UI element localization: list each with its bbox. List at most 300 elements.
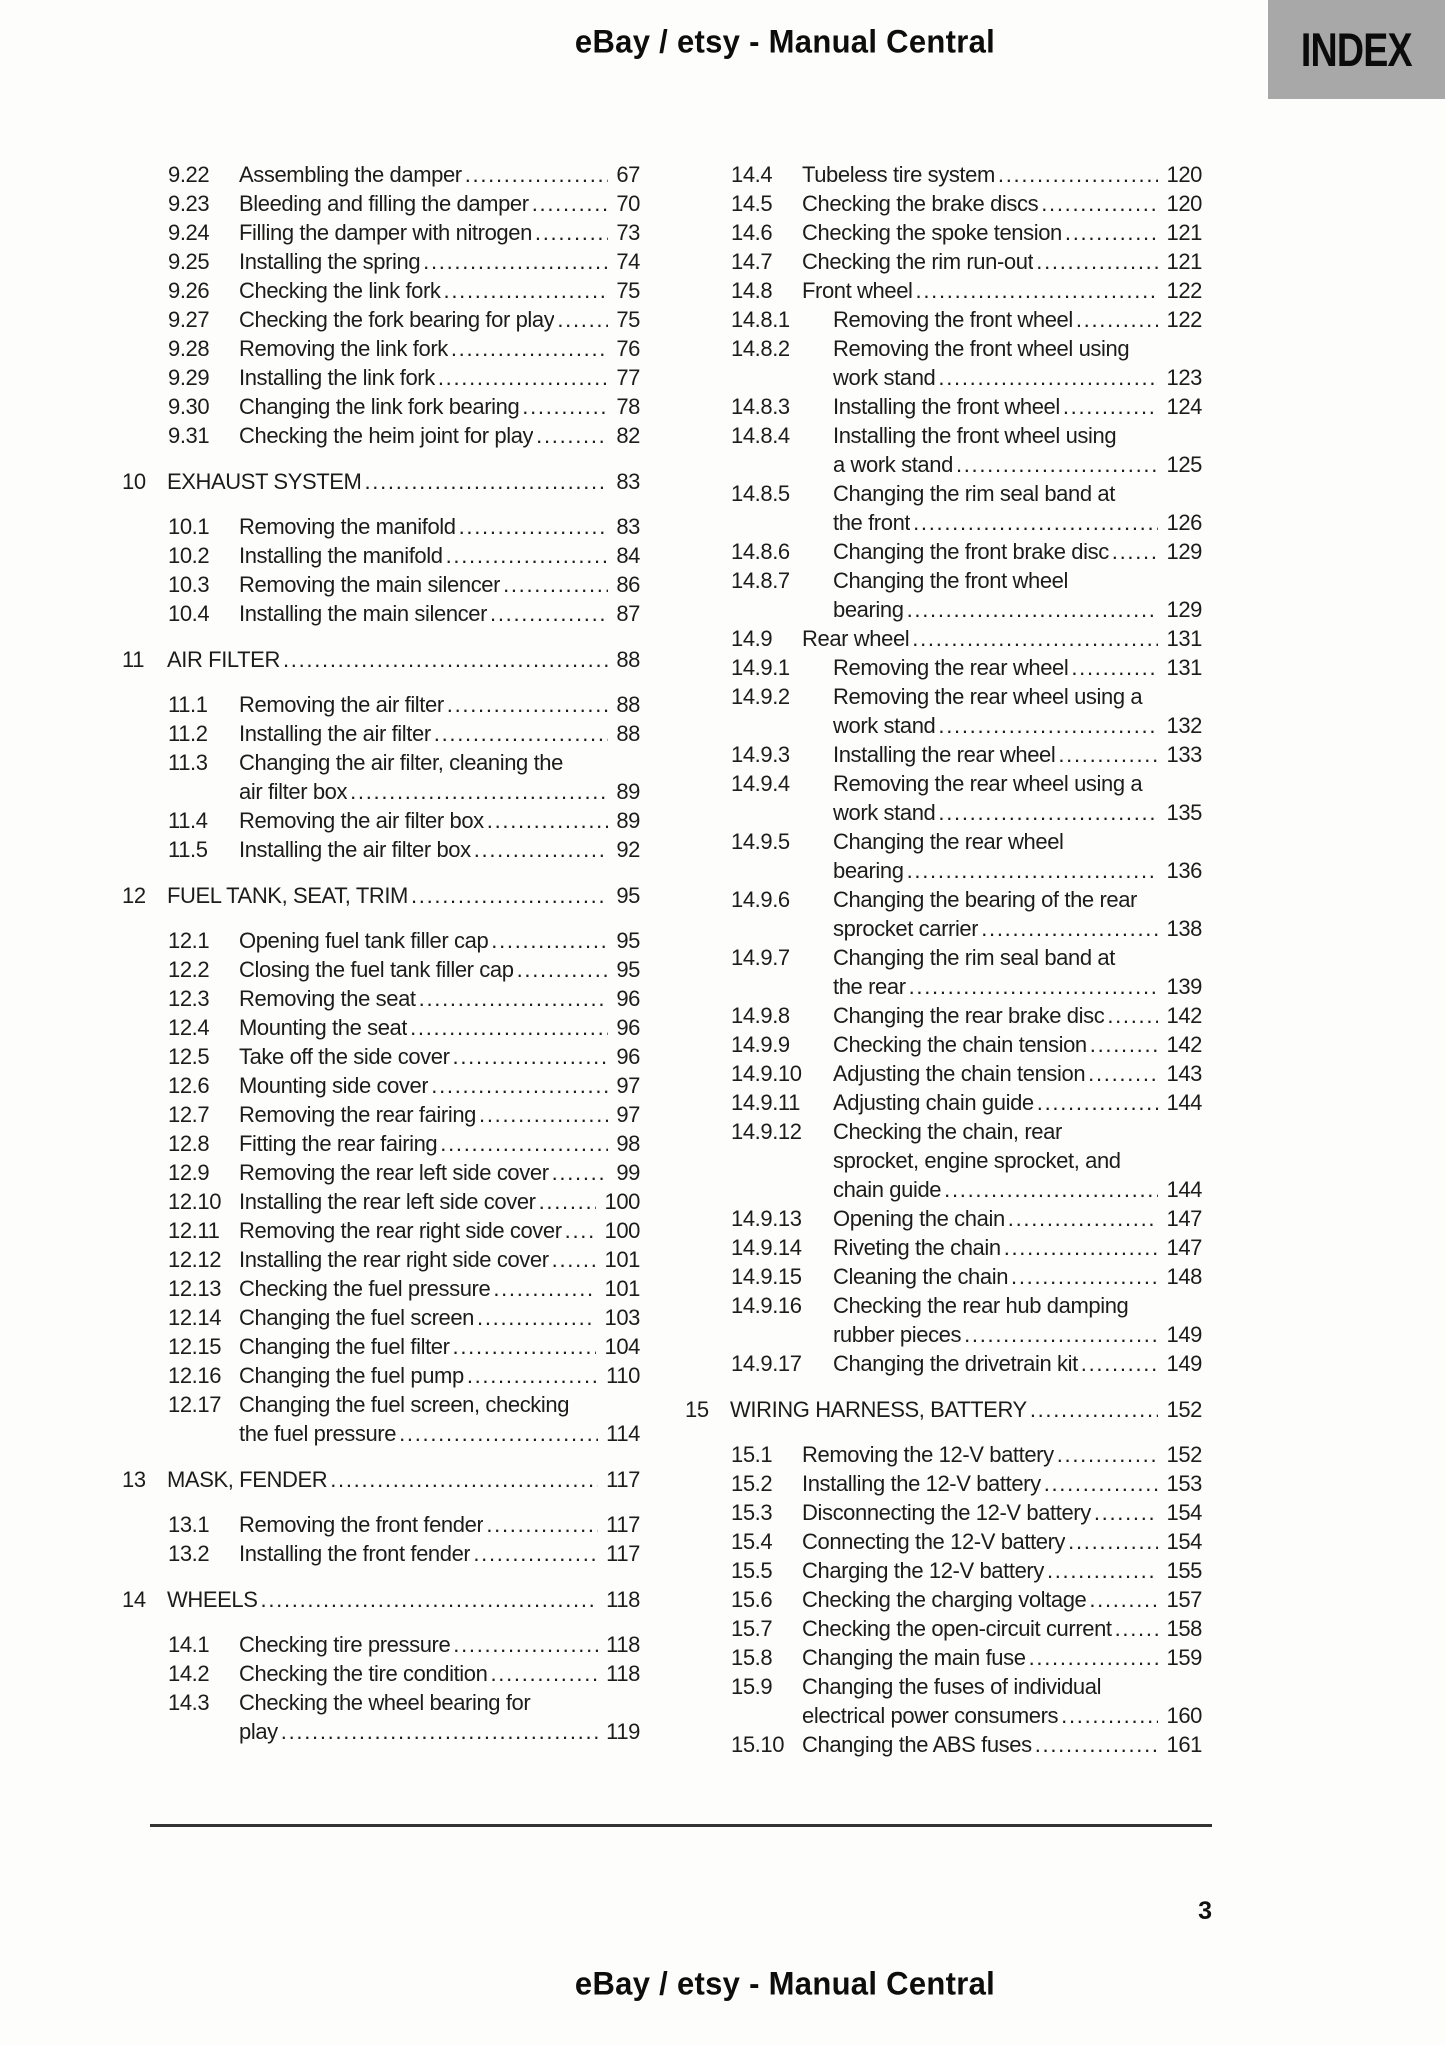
toc-entry-number: 12: [122, 883, 146, 908]
toc-entry-last-line: [833, 740, 1202, 769]
toc-entry-number: 14.9.12: [731, 1119, 802, 1144]
toc-entry: [122, 512, 640, 541]
toc-entry: [122, 334, 640, 363]
toc-entry-number: 14.8.2: [731, 336, 790, 361]
toc-entry-page: 120: [1166, 162, 1202, 187]
toc-entry-page: 149: [1166, 1322, 1202, 1347]
toc-entry: [685, 827, 1202, 885]
toc-entry-page: 118: [606, 1632, 640, 1657]
toc-entry-number: 9.22: [168, 162, 210, 187]
toc-entry-number: 14.9.13: [731, 1206, 802, 1231]
toc-entry-page: 131: [1166, 626, 1202, 651]
dot-leader: [1041, 189, 1158, 218]
toc-entry-title-line: Removing the rear wheel using a: [833, 684, 1143, 709]
toc-entry-title-line: FUEL TANK, SEAT, TRIM: [167, 883, 408, 908]
toc-entry-title-line: Changing the fuses of individual: [802, 1674, 1102, 1699]
dot-leader: [938, 711, 1158, 740]
toc-entry-page: 121: [1166, 220, 1202, 245]
toc-entry-title-line: Checking the charging voltage: [802, 1587, 1087, 1612]
toc-entry-title-line: Checking the fork bearing for play: [239, 307, 555, 332]
toc-entry-page: 83: [616, 469, 640, 494]
dot-leader: [1088, 1059, 1158, 1088]
dot-leader: [1029, 1643, 1159, 1672]
toc-entry-title-line: Checking the chain tension: [833, 1032, 1087, 1057]
toc-entry-last-line: [802, 1440, 1202, 1469]
toc-entry-title-line: Installing the link fork: [239, 365, 435, 390]
toc-entry-title-line: work stand: [833, 800, 936, 825]
toc-entry-last-line: [239, 690, 640, 719]
toc-entry-last-line: [239, 1361, 640, 1390]
dot-leader: [981, 914, 1158, 943]
toc-entry: [685, 740, 1202, 769]
toc-entry-last-line: [730, 1395, 1202, 1424]
toc-entry-page: 117: [606, 1512, 640, 1537]
toc-entry-title-line: Installing the spring: [239, 249, 421, 274]
toc-section: [122, 467, 640, 496]
toc-entry-page: 161: [1166, 1732, 1202, 1757]
dot-leader: [1044, 1469, 1159, 1498]
toc-entry-number: 14.9.2: [731, 684, 790, 709]
toc-entry-last-line: [833, 508, 1202, 537]
toc-entry-title-line: Checking the link fork: [239, 278, 441, 303]
toc-entry-page: 89: [616, 808, 640, 833]
toc-entry-last-line: [833, 595, 1202, 624]
dot-leader: [1057, 1440, 1159, 1469]
dot-leader: [453, 1042, 609, 1071]
toc-entry-title-line: work stand: [833, 713, 936, 738]
dot-leader: [474, 835, 609, 864]
toc-entry: [685, 334, 1202, 392]
header-title: eBay / etsy - Manual Central: [574, 23, 996, 60]
toc-entry-title-line: Charging the 12-V battery: [802, 1558, 1044, 1583]
toc-entry-title-line: Changing the ABS fuses: [802, 1732, 1032, 1757]
toc-entry-number: 14.8.4: [731, 423, 790, 448]
toc-entry-page: 144: [1166, 1090, 1202, 1115]
toc-entry-title-line: Rear wheel: [802, 626, 910, 651]
dot-leader: [1008, 1204, 1159, 1233]
dot-leader: [446, 541, 609, 570]
toc-entry-title-line: Removing the 12-V battery: [802, 1442, 1054, 1467]
toc-entry-number: 15.3: [731, 1500, 773, 1525]
dot-leader: [453, 1332, 597, 1361]
toc-entry-page: 142: [1166, 1032, 1202, 1057]
toc-entry-page: 95: [616, 957, 640, 982]
toc-entry-title-line: Installing the main silencer: [239, 601, 488, 626]
toc-entry-last-line: [239, 512, 640, 541]
toc-entry-last-line: [833, 1059, 1202, 1088]
dot-leader: [490, 1659, 598, 1688]
toc-entry-page: 74: [616, 249, 640, 274]
toc-entry-last-line: [167, 645, 640, 674]
toc-entry-last-line: [239, 926, 640, 955]
toc-entry-number: 11: [122, 647, 145, 672]
toc-entry-title-line: Installing the front wheel using: [833, 423, 1117, 448]
toc-entry-last-line: [833, 1262, 1202, 1291]
toc-entry-number: 12.17: [168, 1392, 222, 1417]
toc-entry-page: 99: [616, 1160, 640, 1185]
toc-entry-page: 157: [1166, 1587, 1202, 1612]
toc-entry: [122, 1361, 640, 1390]
toc-entry: [685, 1001, 1202, 1030]
toc-entry-page: 92: [616, 837, 640, 862]
toc-entry-number: 12.4: [168, 1015, 210, 1040]
dot-leader: [477, 1303, 596, 1332]
dot-leader: [465, 160, 609, 189]
dot-leader: [907, 595, 1159, 624]
toc-entry: [122, 392, 640, 421]
toc-entry-page: 88: [616, 647, 640, 672]
toc-entry-number: 10.4: [168, 601, 210, 626]
toc-entry-title-line: bearing: [833, 597, 904, 622]
toc-section: [122, 881, 640, 910]
toc-entry-title-line: MASK, FENDER: [167, 1467, 328, 1492]
dot-leader: [1030, 1395, 1159, 1424]
dot-leader: [283, 645, 608, 674]
toc-entry-title-line: Installing the manifold: [239, 543, 443, 568]
dot-leader: [438, 363, 608, 392]
dot-leader: [1058, 740, 1158, 769]
toc-entry: [685, 1730, 1202, 1759]
toc-entry-title-line: Removing the rear wheel using a: [833, 771, 1143, 796]
toc-entry-page: 96: [616, 1044, 640, 1069]
toc-entry-title-line: Removing the air filter: [239, 692, 444, 717]
dot-leader: [447, 690, 609, 719]
toc-entry-title-line: Changing the rim seal band at: [833, 481, 1115, 506]
toc-entry-last-line: [833, 914, 1202, 943]
toc-entry-page: 78: [616, 394, 640, 419]
toc-entry: [685, 1614, 1202, 1643]
toc-entry-last-line: [239, 421, 640, 450]
toc-entry-title-line: Checking the tire condition: [239, 1661, 488, 1686]
toc-entry-number: 12.14: [168, 1305, 222, 1330]
toc-entry-number: 10.1: [168, 514, 210, 539]
dot-leader: [503, 570, 608, 599]
dot-leader: [350, 777, 608, 806]
toc-section: [685, 1395, 1202, 1424]
dot-leader: [944, 1175, 1158, 1204]
toc-entry-last-line: [833, 1175, 1202, 1204]
dot-leader: [1107, 1001, 1158, 1030]
toc-entry-title-line: Changing the link fork bearing: [239, 394, 520, 419]
toc-entry-number: 14.9.6: [731, 887, 790, 912]
toc-entry-page: 104: [604, 1334, 640, 1359]
toc-entry: [685, 1440, 1202, 1469]
toc-entry-number: 15.5: [731, 1558, 773, 1583]
toc-entry-title-line: Changing the main fuse: [802, 1645, 1026, 1670]
toc-entry: [122, 189, 640, 218]
toc-entry-title-line: Adjusting chain guide: [833, 1090, 1034, 1115]
toc-entry-last-line: [239, 1539, 640, 1568]
toc-entry-number: 11.2: [168, 721, 208, 746]
dot-leader: [517, 955, 609, 984]
toc-entry-title-line: Changing the air filter, cleaning the: [239, 750, 563, 775]
toc-entry: [122, 984, 640, 1013]
toc-entry-number: 14.8: [731, 278, 773, 303]
toc-entry-title-line: rubber pieces: [833, 1322, 962, 1347]
toc-section: [122, 1585, 640, 1614]
toc-entry-number: 15.7: [731, 1616, 773, 1641]
toc-entry-title-line: Closing the fuel tank filler cap: [239, 957, 514, 982]
toc-entry-page: 100: [604, 1189, 640, 1214]
toc-entry-last-line: [239, 1187, 640, 1216]
toc-entry-title-line: air filter box: [239, 779, 348, 804]
toc-entry-page: 135: [1166, 800, 1202, 825]
toc-entry-page: 70: [616, 191, 640, 216]
toc-entry: [685, 769, 1202, 827]
toc-entry-number: 12.7: [168, 1102, 210, 1127]
toc-entry: [685, 885, 1202, 943]
toc-entry-title-line: WIRING HARNESS, BATTERY: [730, 1397, 1027, 1422]
page-header: [125, 24, 1445, 60]
toc-entry-last-line: [239, 1510, 640, 1539]
dot-leader: [522, 392, 608, 421]
toc-entry: [685, 218, 1202, 247]
toc-entry-page: 67: [616, 162, 640, 187]
toc-entry-title-line: Riveting the chain: [833, 1235, 1001, 1260]
toc-entry-number: 14.9.9: [731, 1032, 790, 1057]
toc-entry-title-line: Checking the rear hub damping: [833, 1293, 1129, 1318]
toc-entry-last-line: [802, 1643, 1202, 1672]
toc-entry-last-line: [239, 1129, 640, 1158]
dot-leader: [938, 363, 1158, 392]
toc-entry-page: 88: [616, 692, 640, 717]
toc-entry-title-line: the rear: [833, 974, 906, 999]
toc-entry: [685, 479, 1202, 537]
toc-entry-number: 14: [122, 1587, 146, 1612]
toc-entry: [122, 1071, 640, 1100]
toc-entry-page: 96: [616, 986, 640, 1011]
toc-entry-last-line: [239, 218, 640, 247]
dot-leader: [1035, 1730, 1159, 1759]
toc-entry-page: 118: [606, 1587, 640, 1612]
toc-entry-title-line: electrical power consumers: [802, 1703, 1059, 1728]
toc-entry-last-line: [833, 972, 1202, 1001]
toc-entry-number: 9.26: [168, 278, 210, 303]
toc-entry-last-line: [239, 392, 640, 421]
dot-leader: [938, 798, 1158, 827]
toc-entry-page: 117: [606, 1541, 640, 1566]
toc-entry: [122, 305, 640, 334]
toc-entry: [685, 305, 1202, 334]
toc-entry-title-line: Changing the front brake disc: [833, 539, 1109, 564]
toc-entry-number: 15.1: [731, 1442, 773, 1467]
toc-entry-page: 129: [1166, 597, 1202, 622]
toc-entry-title-line: Changing the bearing of the rear: [833, 887, 1137, 912]
toc-entry-number: 14.9.4: [731, 771, 790, 796]
toc-entry-last-line: [833, 537, 1202, 566]
toc-entry-number: 14.9.3: [731, 742, 790, 767]
toc-entry: [122, 276, 640, 305]
toc-entry-last-line: [239, 599, 640, 628]
toc-entry-number: 14.9.11: [731, 1090, 800, 1115]
toc-entry-title-line: Changing the fuel pump: [239, 1363, 464, 1388]
toc-entry-title-line: Checking the fuel pressure: [239, 1276, 491, 1301]
toc-entry-last-line: [239, 541, 640, 570]
toc-entry-page: 118: [606, 1661, 640, 1686]
toc-entry-page: 159: [1166, 1645, 1202, 1670]
dot-leader: [479, 1100, 608, 1129]
toc-entry-number: 12.13: [168, 1276, 222, 1301]
toc-entry-number: 12.3: [168, 986, 210, 1011]
footer-title: eBay / etsy - Manual Central: [574, 1965, 996, 2002]
toc-entry-last-line: [802, 1556, 1202, 1585]
toc-entry-last-line: [833, 1204, 1202, 1233]
toc-entry-page: 158: [1166, 1616, 1202, 1641]
toc-entry-page: 154: [1166, 1529, 1202, 1554]
toc-entry-number: 15.4: [731, 1529, 773, 1554]
toc-entry-page: 147: [1166, 1206, 1202, 1231]
toc-entry: [685, 653, 1202, 682]
toc-entry-title-line: Removing the manifold: [239, 514, 456, 539]
dot-leader: [419, 984, 609, 1013]
toc-entry-last-line: [239, 806, 640, 835]
dot-leader: [431, 1071, 608, 1100]
toc-entry-last-line: [802, 1614, 1202, 1643]
toc-entry: [122, 1013, 640, 1042]
dot-leader: [444, 276, 609, 305]
toc-entry-title-line: Front wheel: [802, 278, 913, 303]
dot-leader: [964, 1320, 1158, 1349]
toc-entry-last-line: [833, 711, 1202, 740]
toc-entry-title-line: Changing the drivetrain kit: [833, 1351, 1078, 1376]
toc-entry: [685, 1672, 1202, 1730]
dot-leader: [1076, 305, 1159, 334]
toc-entry: [685, 1117, 1202, 1204]
toc-entry: [685, 160, 1202, 189]
toc-entry-number: 14.9.1: [731, 655, 790, 680]
toc-entry-title-line: Bleeding and filling the damper: [239, 191, 529, 216]
toc-entry: [685, 1556, 1202, 1585]
toc-entry: [122, 363, 640, 392]
toc-entry-last-line: [802, 1585, 1202, 1614]
toc-entry-title-line: Filling the damper with nitrogen: [239, 220, 532, 245]
toc-entry-number: 11.1: [168, 692, 208, 717]
toc-entry-title-line: Mounting side cover: [239, 1073, 429, 1098]
toc-entry-last-line: [167, 1465, 640, 1494]
toc-entry-title-line: Removing the rear right side cover: [239, 1218, 562, 1243]
toc-entry-title-line: bearing: [833, 858, 904, 883]
toc-entry: [122, 926, 640, 955]
toc-entry-number: 12.10: [168, 1189, 222, 1214]
toc-entry-page: 139: [1166, 974, 1202, 999]
toc-entry-page: 131: [1166, 655, 1202, 680]
toc-entry-page: 152: [1166, 1442, 1202, 1467]
toc-entry: [685, 1030, 1202, 1059]
toc-entry-title-line: Removing the air filter box: [239, 808, 484, 833]
toc-entry-page: 133: [1166, 742, 1202, 767]
toc-entry-page: 160: [1166, 1703, 1202, 1728]
toc-entry-title-line: Mounting the seat: [239, 1015, 408, 1040]
toc-entry-last-line: [239, 1245, 640, 1274]
toc-entry-page: 124: [1166, 394, 1202, 419]
toc-entry-number: 13.2: [168, 1541, 210, 1566]
toc-entry: [685, 1088, 1202, 1117]
dot-leader: [423, 247, 608, 276]
toc-entry-title-line: Checking the open-circuit current: [802, 1616, 1112, 1641]
toc-entry-last-line: [802, 247, 1202, 276]
toc-entry-title-line: Removing the seat: [239, 986, 416, 1011]
toc-entry-title-line: Checking the brake discs: [802, 191, 1039, 216]
toc-entry-last-line: [239, 1013, 640, 1042]
toc-entry-page: 120: [1166, 191, 1202, 216]
toc-entry-number: 12.11: [168, 1218, 220, 1243]
toc-entry-number: 10.2: [168, 543, 210, 568]
toc-entry-number: 12.6: [168, 1073, 210, 1098]
toc-entry-last-line: [833, 305, 1202, 334]
toc-entry-title-line: Installing the front wheel: [833, 394, 1060, 419]
toc-entry-number: 14.7: [731, 249, 773, 274]
toc-entry-title-line: Checking the rim run-out: [802, 249, 1034, 274]
toc-entry-page: 143: [1166, 1061, 1202, 1086]
toc-entry-page: 75: [616, 278, 640, 303]
toc-entry-page: 129: [1166, 539, 1202, 564]
toc-entry-page: 152: [1166, 1397, 1202, 1422]
toc-entry-last-line: [239, 1332, 640, 1361]
toc-entry-number: 10.3: [168, 572, 210, 597]
toc-entry: [122, 1390, 640, 1448]
dot-leader: [411, 881, 608, 910]
dot-leader: [1011, 1262, 1158, 1291]
dot-leader: [907, 856, 1159, 885]
toc-entry: [122, 570, 640, 599]
toc-entry-number: 14.9.5: [731, 829, 790, 854]
toc-entry-title-line: Checking tire pressure: [239, 1632, 451, 1657]
toc-entry-title-line: Assembling the damper: [239, 162, 462, 187]
dot-leader: [453, 1630, 598, 1659]
toc-entry-number: 14.9.15: [731, 1264, 802, 1289]
toc-entry: [122, 1100, 640, 1129]
dot-leader: [1090, 1030, 1159, 1059]
toc-entry: [685, 1643, 1202, 1672]
toc-entry-page: 155: [1166, 1558, 1202, 1583]
toc-entry-last-line: [239, 1717, 640, 1746]
toc-entry-page: 76: [616, 336, 640, 361]
toc-entry: [685, 1291, 1202, 1349]
toc-entry-title-line: the fuel pressure: [239, 1421, 397, 1446]
toc-entry-number: 14.8.1: [731, 307, 790, 332]
toc-entry-last-line: [833, 1349, 1202, 1378]
toc-entry-number: 14.3: [168, 1690, 210, 1715]
toc-section: [122, 1465, 640, 1494]
toc-entry-title-line: Changing the fuel screen, checking: [239, 1392, 570, 1417]
toc-column-right: [685, 160, 1202, 1759]
toc-entry-number: 12.5: [168, 1044, 210, 1069]
toc-entry-page: 95: [616, 928, 640, 953]
index-tab: [1268, 0, 1445, 99]
toc-entry-title-line: Removing the front wheel: [833, 307, 1073, 332]
toc-entry-title-line: Removing the front fender: [239, 1512, 484, 1537]
toc-entry-last-line: [833, 856, 1202, 885]
toc-entry-page: 117: [606, 1467, 640, 1492]
toc-entry-last-line: [239, 363, 640, 392]
toc-entry: [122, 1216, 640, 1245]
toc-entry-last-line: [833, 363, 1202, 392]
toc-entry-number: 10: [122, 469, 146, 494]
toc-entry-title-line: chain guide: [833, 1177, 942, 1202]
toc-entry-last-line: [239, 189, 640, 218]
toc-entry-last-line: [802, 1527, 1202, 1556]
toc-entry-number: 11.3: [168, 750, 208, 775]
toc-entry-number: 12.8: [168, 1131, 210, 1156]
page-footer: [125, 1966, 1445, 2002]
toc-entry-last-line: [239, 305, 640, 334]
toc-entry-page: 75: [616, 307, 640, 332]
dot-leader: [909, 972, 1159, 1001]
toc-entry-title-line: Installing the air filter box: [239, 837, 471, 862]
toc-entry: [685, 392, 1202, 421]
toc-entry: [685, 1204, 1202, 1233]
toc-entry-title-line: Removing the main silencer: [239, 572, 501, 597]
